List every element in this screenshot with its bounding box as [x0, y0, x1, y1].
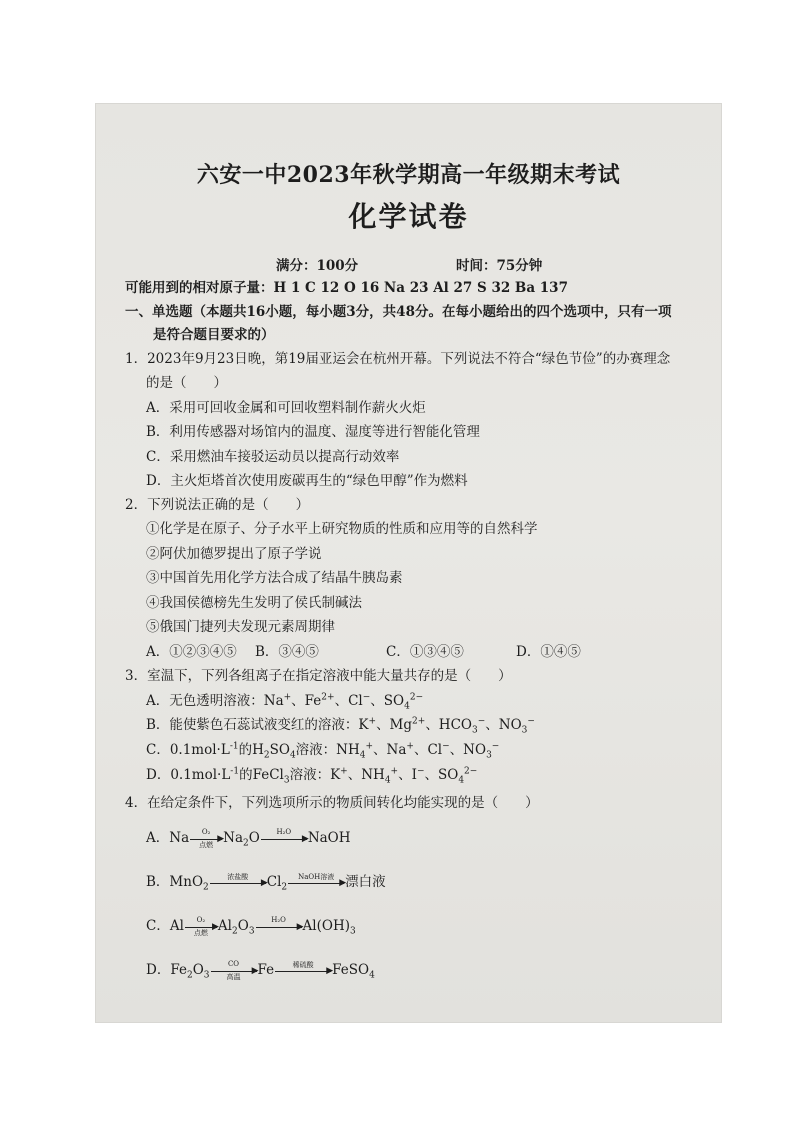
- q2-stem: 2．下列说法正确的是（ ）: [125, 497, 310, 513]
- q2-option-a: A．①②③④⑤: [146, 644, 237, 660]
- q4-option-b: B．MnO$_2$ 浓盐酸 ▶ $Cl_2$ NaOH溶液 ▶ 漂白液: [146, 872, 386, 893]
- subject-title: 化学试卷: [348, 200, 469, 233]
- q3-option-b: B．能使紫色石蕊试液变红的溶液：K+、$Mg^{2+}$、$HCO_3^-$、$NO_3^-$: [146, 716, 535, 736]
- q1-option-b: B．利用传感器对场馆内的温度、湿度等进行智能化管理: [146, 424, 480, 440]
- q1-option-a: A．采用可回收金属和可回收塑料制作薪火火炬: [146, 400, 426, 416]
- reaction-arrow: 浓盐酸 ▶: [210, 876, 266, 890]
- q3-option-d: D．$0.1mol\cdot L^{-1}$的FeCl$_3$溶液：K+、$NH_4^+$、I−、$SO_4^{2-}$: [146, 766, 478, 786]
- atomic-masses: 可能用到的相对原子量：H 1 C 12 O 16 Na 23 Al 27 S 32 Ba 137: [125, 280, 568, 296]
- q2-statement-5: ⑤俄国门捷列夫发现元素周期律: [146, 619, 335, 635]
- reaction-arrow: NaOH溶液 ▶: [288, 876, 344, 890]
- q1-stem: 1．2023年9月23日晚，第19届亚运会在杭州开幕。下列说法不符合“绿色节俭”的办赛理念: [125, 351, 671, 367]
- q2-statement-2: ②阿伏加德罗提出了原子学说: [146, 546, 322, 562]
- reaction-arrow: O₂ ▶ 点燃: [190, 832, 222, 846]
- q4-option-a: A．Na O₂ ▶ 点燃 $Na_2O$ H₂O ▶ NaOH: [146, 827, 351, 849]
- q2-option-b: B．③④⑤: [255, 644, 319, 660]
- q2-option-d: D．①④⑤: [516, 644, 581, 660]
- q3-stem: 3．室温下，下列各组离子在指定溶液中能大量共存的是（ ）: [125, 668, 512, 684]
- q1-option-c: C．采用燃油车接驳运动员以提高行动效率: [146, 449, 400, 465]
- q4-option-c: C．Al O₂ ▶ 点燃 $Al_2O_3$ H₂O ▶ $Al(OH)_3$: [146, 915, 356, 937]
- q2-statement-4: ④我国侯德榜先生发明了侯氏制碱法: [146, 595, 362, 611]
- reaction-arrow: H₂O ▶: [261, 832, 307, 846]
- exam-time: 时间：75分钟: [456, 258, 543, 274]
- section-heading-cont: 是符合题目要求的）: [153, 327, 275, 343]
- exam-paper: [95, 103, 722, 1023]
- full-score: 满分：100分: [276, 258, 359, 274]
- reaction-arrow: CO ▶ 高温: [211, 964, 257, 978]
- q2-statement-3: ③中国首先用化学方法合成了结晶牛胰岛素: [146, 570, 403, 586]
- q2-option-c: C．①③④⑤: [386, 644, 464, 660]
- reaction-arrow: O₂ ▶ 点燃: [185, 920, 217, 934]
- reaction-arrow: 稀硫酸 ▶: [275, 964, 331, 978]
- q1-option-d: D．主火炬塔首次使用废碳再生的“绿色甲醇”作为燃料: [146, 473, 468, 489]
- q4-stem: 4．在给定条件下，下列选项所示的物质间转化均能实现的是（ ）: [125, 795, 539, 811]
- q2-statement-1: ①化学是在原子、分子水平上研究物质的性质和应用等的自然科学: [146, 521, 538, 537]
- section-heading: 一、单选题（本题共16小题，每小题3分，共48分。在每小题给出的四个选项中，只有一项: [125, 304, 672, 320]
- q1-stem-cont: 的是（ ）: [146, 375, 227, 391]
- q3-option-c: C．$0.1mol\cdot L^{-1}$的$H_2SO_4$溶液：$NH_4^+$、Na+、Cl−、$NO_3^-$: [146, 741, 500, 761]
- exam-title: 六安一中2023年秋学期高一年级期末考试: [196, 162, 621, 188]
- reaction-arrow: H₂O ▶: [256, 920, 302, 934]
- q3-option-a: A．无色透明溶液：Na+、$Fe^{2+}$、Cl−、$SO_4^{2-}$: [146, 692, 424, 712]
- q4-option-d: D．$Fe_2O_3$ CO ▶ 高温 Fe 稀硫酸 ▶ FeSO$_4$: [146, 959, 375, 981]
